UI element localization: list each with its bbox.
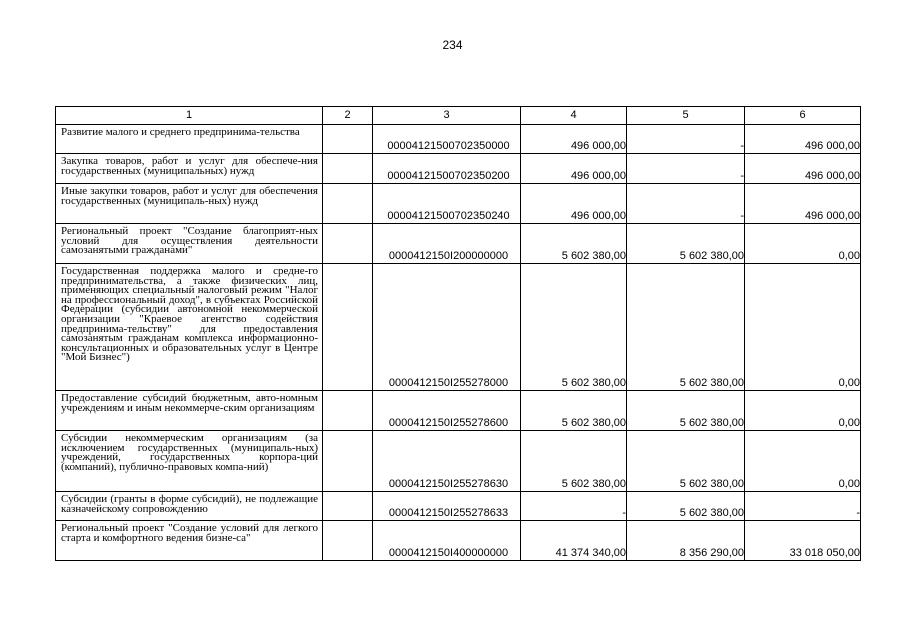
row-value-col5: - [627,125,745,154]
row-value-col5: - [627,154,745,184]
row-code-cell: 0000412150I255278600 [373,391,521,431]
table-body [56,107,861,561]
row-value-col6: 0,00 [745,431,861,492]
row-value-col6: 0,00 [745,264,861,391]
row-value-col5: 5 602 380,00 [627,264,745,391]
row-value-col4: 496 000,00 [521,154,627,184]
budget-table [55,106,861,561]
row-col2-cell [323,431,373,492]
row-code-cell: 00004121500702350000 [373,125,521,154]
row-name-cell: Региональный проект "Создание благоприят-ных условий для осуществления деятельности самозанятыми гражданами" [56,224,323,264]
row-code-cell: 0000412150I255278630 [373,431,521,492]
table-row [56,391,861,431]
table-header-row [56,107,861,125]
row-col2-cell [323,224,373,264]
header-cell-2: 2 [323,107,373,125]
row-col2-cell [323,154,373,184]
row-value-col6: - [745,492,861,521]
row-name-cell: Развитие малого и среднего предпринима-тельства [56,125,323,154]
row-name-cell: Государственная поддержка малого и средне-го предпринимательства, а также физических лиц, применяющих специальный налоговый режим "Налог на профессиональный доход", в субъектах Российской Федерации (субсидии автономной некоммерческой организации "Краевое агентство содействия предпринима-тельству" для предоставления самозанятым гражданам комплекса информационно-консультационных и образовательных услуг в Центре "Мой Бизнес") [56,264,323,391]
row-value-col4: 5 602 380,00 [521,264,627,391]
row-value-col4: 496 000,00 [521,125,627,154]
row-value-col4: 496 000,00 [521,184,627,224]
header-cell-5: 5 [627,107,745,125]
header-cell-3: 3 [373,107,521,125]
row-value-col6: 496 000,00 [745,125,861,154]
row-value-col4: 5 602 380,00 [521,391,627,431]
row-value-col4: 5 602 380,00 [521,431,627,492]
row-value-col5: 5 602 380,00 [627,492,745,521]
table-row [56,125,861,154]
row-value-col4: - [521,492,627,521]
row-value-col4: 5 602 380,00 [521,224,627,264]
row-value-col5: 8 356 290,00 [627,521,745,561]
row-col2-cell [323,264,373,391]
row-value-col5: 5 602 380,00 [627,224,745,264]
row-value-col6: 496 000,00 [745,184,861,224]
row-code-cell: 00004121500702350200 [373,154,521,184]
page-number: 234 [442,38,463,52]
row-code-cell: 0000412150I200000000 [373,224,521,264]
table-row [56,154,861,184]
row-value-col6: 0,00 [745,224,861,264]
row-value-col6: 33 018 050,00 [745,521,861,561]
table-row [56,521,861,561]
header-cell-6: 6 [745,107,861,125]
row-name-cell: Иные закупки товаров, работ и услуг для обеспечения государственных (муниципаль-ных) нужд [56,184,323,224]
row-col2-cell [323,521,373,561]
row-name-cell: Субсидии (гранты в форме субсидий), не подлежащие казначейскому сопровождению [56,492,323,521]
table-row [56,264,861,391]
row-name-cell: Предоставление субсидий бюджетным, авто-номным учреждениям и иным некоммерче-ским организациям [56,391,323,431]
row-name-cell: Субсидии некоммерческим организациям (за исключением государственных (муниципаль-ных) учреждений, государственных корпора-ций (компаний), публично-правовых компа-ний) [56,431,323,492]
header-cell-4: 4 [521,107,627,125]
row-value-col6: 0,00 [745,391,861,431]
row-col2-cell [323,184,373,224]
row-col2-cell [323,492,373,521]
row-code-cell: 00004121500702350240 [373,184,521,224]
row-code-cell: 0000412150I400000000 [373,521,521,561]
row-name-cell: Региональный проект "Создание условий для легкого старта и комфортного ведения бизне-са" [56,521,323,561]
row-value-col4: 41 374 340,00 [521,521,627,561]
row-value-col6: 496 000,00 [745,154,861,184]
table-row [56,492,861,521]
row-value-col5: 5 602 380,00 [627,391,745,431]
table-row [56,184,861,224]
row-name-cell: Закупка товаров, работ и услуг для обеспече-ния государственных (муниципальных) нужд [56,154,323,184]
header-cell-1: 1 [56,107,323,125]
row-col2-cell [323,125,373,154]
row-code-cell: 0000412150I255278633 [373,492,521,521]
table-row [56,431,861,492]
row-value-col5: - [627,184,745,224]
row-code-cell: 0000412150I255278000 [373,264,521,391]
table-row [56,224,861,264]
row-col2-cell [323,391,373,431]
row-value-col5: 5 602 380,00 [627,431,745,492]
